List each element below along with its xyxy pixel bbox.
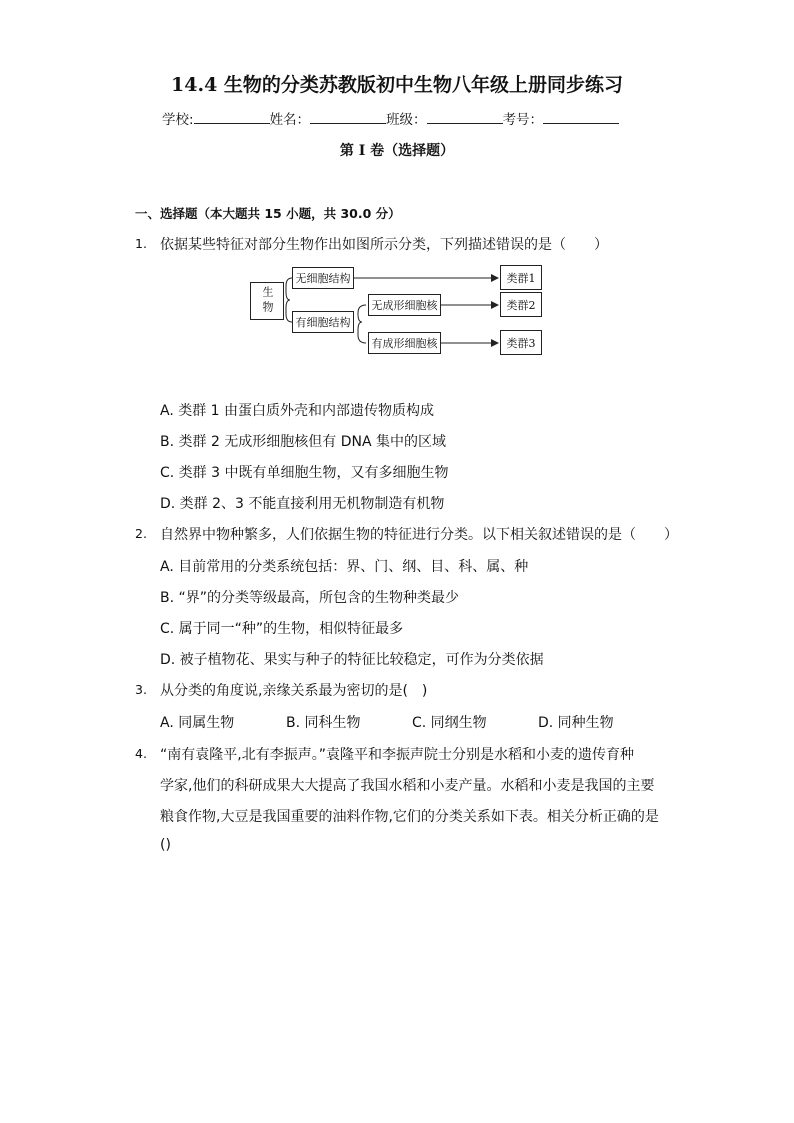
no-cell-box: 无细胞结构 xyxy=(292,267,354,289)
question-2-option-a: A. 目前常用的分类系统包括：界、门、纲、目、科、属、种 xyxy=(160,559,529,575)
question-1-number: 1. xyxy=(135,236,147,251)
no-nucleus-box: 无成形细胞核 xyxy=(368,294,441,316)
name-blank xyxy=(310,109,386,124)
question-1-option-a: A. 类群 1 由蛋白质外壳和内部遗传物质构成 xyxy=(160,403,435,419)
school-label: 学校: xyxy=(162,112,194,128)
section-title: 一、选择题（本大题共 15 小题，共 30.0 分） xyxy=(135,206,401,221)
name-label: 姓名： xyxy=(269,112,311,128)
question-4-line-3: 粮食作物,大豆是我国重要的油料作物,它们的分类关系如下表。相关分析正确的是 xyxy=(160,809,659,825)
group2-box: 类群2 xyxy=(500,292,542,317)
question-2-number: 2. xyxy=(135,526,147,541)
question-1-option-c: C. 类群 3 中既有单细胞生物，又有多细胞生物 xyxy=(160,465,449,481)
class-label: 班级： xyxy=(386,112,427,128)
has-cell-box: 有细胞结构 xyxy=(292,311,354,333)
question-3-number: 3. xyxy=(135,682,147,697)
question-1-option-b: B. 类群 2 无成形细胞核但有 DNA 集中的区域 xyxy=(160,434,447,450)
question-3-option-d: D. 同种生物 xyxy=(538,715,614,731)
volume-title: 第 I 卷（选择题） xyxy=(339,143,455,159)
question-1-text: 依据某些特征对部分生物作出如图所示分类，下列描述错误的是（ ） xyxy=(160,237,608,253)
has-nucleus-box: 有成形细胞核 xyxy=(368,332,441,354)
page-title: 14.4 生物的分类苏教版初中生物八年级上册同步练习 xyxy=(171,74,623,96)
number-label: 考号： xyxy=(502,112,544,128)
question-3-text: 从分类的角度说,亲缘关系最为密切的是( ) xyxy=(160,683,428,699)
cell-brace-top xyxy=(358,305,366,322)
classification-diagram xyxy=(248,262,548,362)
root-box xyxy=(250,282,284,320)
question-1-option-d: D. 类群 2、3 不能直接利用无机物制造有机物 xyxy=(160,496,445,512)
class-blank xyxy=(427,109,503,124)
number-blank xyxy=(543,109,619,124)
student-info-line xyxy=(162,108,619,128)
question-2-option-c: C. 属于同一“种”的生物，相似特征最多 xyxy=(160,621,404,637)
question-2-option-b: B. “界”的分类等级最高，所包含的生物种类最少 xyxy=(160,590,460,606)
question-4-line-1: “南有袁隆平,北有李振声。”袁隆平和李振声院士分别是水稻和小麦的遗传育种 xyxy=(160,747,634,763)
question-4-line-2: 学家,他们的科研成果大大提高了我国水稻和小麦产量。水稻和小麦是我国的主要 xyxy=(160,778,655,794)
question-2-text: 自然界中物种繁多，人们依据生物的特征进行分类。以下相关叙述错误的是（ ） xyxy=(160,527,678,543)
group3-box: 类群3 xyxy=(500,330,542,355)
question-3-option-c: C. 同纲生物 xyxy=(412,715,487,731)
question-3-option-a: A. 同属生物 xyxy=(160,715,235,731)
question-4-number: 4. xyxy=(135,746,147,761)
root-label: 生物 xyxy=(261,286,274,316)
question-4-line-4: () xyxy=(160,837,171,853)
group1-box: 类群1 xyxy=(500,265,542,290)
cell-brace-bottom xyxy=(358,322,366,343)
school-blank xyxy=(194,109,270,124)
question-3-option-b: B. 同科生物 xyxy=(286,715,361,731)
question-2-option-d: D. 被子植物花、果实与种子的特征比较稳定，可作为分类依据 xyxy=(160,652,544,668)
